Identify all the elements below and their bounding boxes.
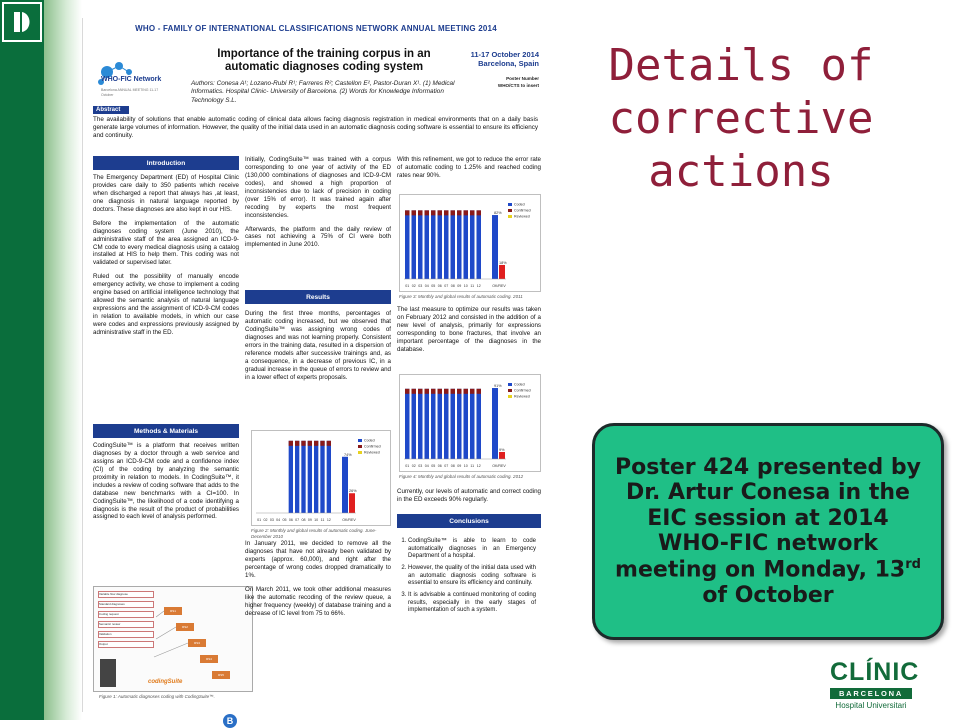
chart-tick-label: 08 [450, 464, 455, 468]
col2-after-para: In January 2011, we decided to remove all the diagnoses that have not already been validated by experts (approx. 60,000), and right after the percentage of wrong codes dropped dramatically to 1%. [245, 540, 391, 579]
chart-summary-tick: OK/REV [492, 284, 506, 288]
chart-tick-label: 10 [314, 518, 319, 522]
chart-bar-confirmed [425, 389, 430, 394]
chart-tick-label: 05 [431, 284, 436, 288]
chart-bar-confirmed [418, 389, 423, 394]
poster-info-callout [592, 423, 944, 640]
chart-bar-coded [431, 210, 436, 279]
methods-text: CodingSuite™ is a platform that receives written diagnoses by a doctor through a web service and assigns an ICD-9-CM code and a confidence index (CI) of the coding by analyzing the semantic proximity in relation to models. In CodingSuite™, it includes a review of coding software that adds to the database new benchmarks with a CI=100. In CodingSuite™, the likelihood of a code identifying a diagnosis is the result of the product of probabilities assigned to each level of analysis performed. [93, 442, 239, 521]
chart-tick-label: 04 [424, 464, 429, 468]
chart-bar-coded [308, 441, 312, 513]
chart-bar-confirmed [405, 389, 410, 394]
poster-title: Importance of the training corpus in an automatic diagnoses coding system [217, 48, 431, 73]
chart-bar-coded [405, 389, 410, 459]
chart-bar-confirmed [412, 389, 417, 394]
chart-tick-label: 02 [411, 464, 416, 468]
chart-tick-label: 01 [257, 518, 262, 522]
chart-tick-label: 12 [476, 284, 481, 288]
chart-bar-coded [438, 210, 443, 279]
flow-brand: codingSuite [148, 679, 183, 685]
chart-bar-coded [438, 389, 443, 459]
chart-tick-label: 10 [463, 464, 468, 468]
chart-bar-coded [444, 210, 449, 279]
figure2-caption: Figure 2: Monthly and global results of automatic coding. June-December 2010 [251, 528, 377, 539]
chart-tick-label: 07 [444, 284, 449, 288]
chart-bar-coded [418, 210, 423, 279]
callout-text-main: Poster 424 presented by Dr. Artur Conesa in the EIC session at 2014 WHO-FIC network meeting on Monday, 13 [615, 454, 921, 583]
chart-legend-label: Reviewed [364, 450, 380, 455]
chart-bar-coded [327, 441, 331, 513]
chart-bar-coded [477, 210, 482, 279]
chart-tick-label: 02 [263, 518, 268, 522]
chart-legend-label: Coded [514, 382, 525, 387]
heading-line: Details of [608, 40, 874, 91]
figure3-caption: Figure 3: Monthly and global results of automatic coding. 2011 [399, 294, 523, 299]
chart-tick-label: 09 [307, 518, 312, 522]
chart-tick-label: 09 [457, 284, 462, 288]
conclusion-item: 2. However, the quality of the initial data used with an automatic diagnosis coding software is essential to ensure its efficiency and continuity. [408, 565, 536, 588]
chart-bar-confirmed [314, 441, 318, 446]
chart-tick-label: 04 [276, 518, 281, 522]
chart-tick-label: 08 [301, 518, 306, 522]
heading-line: actions [648, 145, 834, 197]
chart-bar-confirmed [451, 389, 456, 394]
poster-authors: Authors: Conesa A¹; Lozano-Rubí R¹; Farreres R²; Castellon E², Pastor-Duran X¹. (1) Medical Informatics. Hospital Clinic- University of Barcelona. (2) Words for Knowledge Information Technology S.L. [191, 80, 455, 104]
intro-para: Before the implementation of the automatic diagnoses coding system (June 2010), the administrative staff of the area assigned an ICD-9-CM code to every medical diagnosis using a catalog installed at HIS to help them. This coding was not validated or supervised later. [93, 219, 239, 267]
poster-banner: WHO - FAMILY OF INTERNATIONAL CLASSIFICATIONS NETWORK ANNUAL MEETING 2014 [135, 24, 497, 33]
chart-tick-label: 03 [418, 284, 423, 288]
results-heading: Results [245, 290, 391, 304]
chart-bar-confirmed [327, 441, 331, 446]
flow-arrows [94, 587, 254, 693]
figure4-chart [399, 374, 541, 472]
chart-summary-rev-label: 18% [499, 260, 507, 265]
chart-legend-label: Confirmed [364, 444, 381, 449]
chart-tick-label: 03 [269, 518, 274, 522]
chart-bar-confirmed [438, 389, 443, 394]
chart-summary-ok-label: 91% [494, 384, 502, 389]
flow-item: Variable flow diagnose [98, 591, 154, 598]
current-levels-text: Currently, our levels of automatic and correct coding in the ED exceeds 90% regularly. [397, 488, 541, 503]
flow-step: RS3 [188, 639, 206, 647]
chart-bar-confirmed [444, 210, 449, 215]
chart-legend-label: Confirmed [514, 208, 531, 213]
chart-bar-coded [314, 441, 318, 513]
slide-heading [596, 40, 886, 198]
chart-tick-label: 06 [288, 518, 293, 522]
chart-legend-swatch [358, 445, 362, 448]
chart-summary-ok-label: 74% [344, 452, 352, 457]
clinic-logo-name: CLÍNIC [830, 658, 920, 686]
chart-bar-coded [418, 389, 423, 459]
conclusion-item: 1. CodingSuite™ is able to learn to code automatically diagnoses in an Emergency Department of a hospital. [408, 538, 536, 561]
poster-number [463, 76, 539, 90]
server-icon [100, 659, 116, 687]
chart-bar-coded [464, 389, 469, 459]
methods-heading: Methods & Materials [93, 424, 239, 438]
chart-bar-confirmed [431, 389, 436, 394]
flow-step: RS1 [164, 607, 182, 615]
chart-bar-confirmed [444, 389, 449, 394]
chart-summary-rev-label: 26% [349, 489, 357, 494]
chart-bar-confirmed [289, 441, 293, 446]
results-text: During the first three months, percentages of automatic coding increased, but we observed that CodingSuite™ was assigning wrong codes of diagnoses and was not learning properly. Consistent errors in the training data, resulted in a dispersion of reference models after successive trainings and, as a consequence, in a decrease of previous IC, in a gradual increase in the queue of errors to review and in a lower effect of experts proposals. [245, 310, 391, 381]
clinic-barcelona-logo [830, 658, 920, 710]
chart-summary-rev [349, 493, 355, 513]
callout-text [608, 455, 928, 608]
chart-bar-coded [405, 210, 410, 279]
chart-bar-confirmed [320, 441, 324, 446]
chart-legend-label: Coded [514, 202, 525, 207]
chart-summary-ok [492, 215, 498, 279]
chart-legend-swatch [508, 389, 512, 392]
chart-tick-label: 11 [470, 464, 475, 468]
chart-legend-label: Confirmed [514, 388, 531, 393]
flow-item: Coding request [98, 611, 154, 618]
col2-para: Afterwards, the platform and the daily review of cases not achieving a 75% of CI were both implemented in June 2010. [245, 225, 391, 249]
chart-bar-coded [289, 441, 293, 513]
chart-summary-ok [492, 388, 498, 459]
flow-item: Standard diagnoses [98, 601, 154, 608]
chart-tick-label: 11 [470, 284, 475, 288]
conclusion-item: 3. It is advisable a continued monitoring of coding results, especially in the early stages of implementation of such a system. [408, 592, 536, 615]
chart-legend-swatch [508, 395, 512, 398]
chart-legend-swatch [358, 451, 362, 454]
bar-chart-svg [400, 375, 540, 471]
chart-bar-coded [301, 441, 305, 513]
chart-bar-confirmed [457, 389, 462, 394]
chart-summary-tick: OK/REV [492, 464, 506, 468]
heading-line: corrective [608, 92, 874, 144]
chart-tick-label: 03 [418, 464, 423, 468]
poster-date: 11-17 October 2014 Barcelona, Spain [470, 50, 539, 69]
chart-bar-confirmed [477, 389, 482, 394]
chart-bar-coded [412, 210, 417, 279]
chart-tick-label: 11 [320, 518, 325, 522]
chart-bar-confirmed [308, 441, 312, 446]
last-measure-text: The last measure to optimize our results was taken on February 2012 and consisted in the addition of a new level of analysis, primarily for expressions corresponding to bone fractures, that involve an important percentage of the diagnoses in the database. [397, 306, 541, 353]
poster-number-label: Poster Number [506, 76, 539, 81]
logo-network-text: WHO-FIC Network [101, 76, 162, 83]
bar-chart-svg [252, 431, 390, 525]
chart-tick-label: 08 [450, 284, 455, 288]
chart-bar-confirmed [425, 210, 430, 215]
figure2-chart [251, 430, 391, 526]
coding-flow-diagram [93, 586, 253, 692]
chart-legend-swatch [358, 439, 362, 442]
chart-bar-confirmed [470, 210, 475, 215]
chart-legend-swatch [508, 215, 512, 218]
chart-tick-label: 05 [431, 464, 436, 468]
abstract-label: Abstract [93, 106, 129, 114]
chart-bar-coded [477, 389, 482, 459]
chart-tick-label: 01 [405, 284, 410, 288]
chart-bar-coded [451, 389, 456, 459]
chart-bar-confirmed [451, 210, 456, 215]
chart-bar-confirmed [457, 210, 462, 215]
chart-bar-confirmed [295, 441, 299, 446]
clinic-logo-city: BARCELONA [830, 688, 912, 699]
refinement-text: With this refinement, we got to reduce the error rate of automatic coding to 1.25% and reached coding rates near 90%. [397, 156, 541, 179]
chart-legend-label: Reviewed [514, 214, 530, 219]
chart-legend-label: Coded [364, 438, 375, 443]
bar-chart-svg [400, 195, 540, 291]
flow-item: Semantic review [98, 621, 154, 628]
chart-bar-coded [451, 210, 456, 279]
intro-text [93, 174, 239, 343]
chart-legend-swatch [508, 209, 512, 212]
chart-summary-ok-label: 82% [494, 211, 502, 216]
flow-item: Output [98, 641, 154, 648]
clinic-corner-logo [2, 2, 42, 42]
flow-step: RS4 [200, 655, 218, 663]
chart-legend-swatch [508, 383, 512, 386]
chart-bar-coded [295, 441, 299, 513]
chart-bar-coded [457, 210, 462, 279]
chart-bar-coded [470, 210, 475, 279]
chart-tick-label: 09 [457, 464, 462, 468]
chart-bar-confirmed [464, 210, 469, 215]
callout-text-end: of October [702, 582, 834, 608]
col2-para: Initially, CodingSuite™ was trained with a corpus corresponding to one year of activity of the ED (130,000 combinations of diagnoses and ICD-9-CM codes), and showed a high proportion of inconsistencies due to lack of precision in coding (over 15% of error). It was trained again after recoding by experts the most frequent inconsistencies. [245, 156, 391, 219]
chart-summary-rev [499, 265, 505, 279]
chart-tick-label: 04 [424, 284, 429, 288]
chart-bar-coded [464, 210, 469, 279]
chart-bar-coded [457, 389, 462, 459]
chart-tick-label: 07 [295, 518, 300, 522]
chart-bar-coded [444, 389, 449, 459]
chart-bar-coded [425, 389, 430, 459]
poster-number-value: WHO/CTS to insert [497, 82, 539, 88]
chart-bar-confirmed [412, 210, 417, 215]
chart-bar-coded [470, 389, 475, 459]
conclusions-list [396, 538, 536, 619]
chart-bar-coded [431, 389, 436, 459]
chart-summary-rev [499, 452, 505, 459]
flow-step: RS5 [212, 671, 230, 679]
chart-bar-confirmed [477, 210, 482, 215]
conclusions-heading: Conclusions [397, 514, 541, 528]
chart-bar-coded [320, 441, 324, 513]
chart-tick-label: 01 [405, 464, 410, 468]
chart-bar-confirmed [431, 210, 436, 215]
chart-tick-label: 07 [444, 464, 449, 468]
left-gradient [44, 0, 82, 720]
chart-bar-confirmed [418, 210, 423, 215]
chart-summary-rev-label: 9% [499, 447, 505, 452]
intro-para: The Emergency Department (ED) of Hospital Clinic provides care daily to 350 patients which receive when discharged a report that always has ,at least, one diagnosis in natural language reported by doctors. These diagnoses are also kept in our HIS. [93, 174, 239, 213]
clinic-symbol-icon [8, 8, 36, 36]
callout-sup: rd [905, 556, 921, 572]
chart-bar-confirmed [470, 389, 475, 394]
chart-tick-label: 06 [437, 284, 442, 288]
chart-summary-tick: OK/REV [342, 518, 356, 522]
intro-para: Ruled out the possibility of manually encode emergency activity, we chose to implement a coding engine based on artificial intelligence technology that allowed the semantic analysis of natural language expressions and the assignment of ICD-9-CM codes in relation to available models, in which our case were codes and expressions previously assigned by administrative staff in the ED. [93, 273, 239, 336]
chart-tick-label: 12 [326, 518, 331, 522]
chart-tick-label: 05 [282, 518, 287, 522]
measures-text [245, 540, 391, 623]
figure4-caption: Figure 4: Monthly and global results of automatic coding. 2012 [399, 474, 524, 479]
bottom-badge-icon: B [223, 714, 237, 728]
chart-bar-confirmed [464, 389, 469, 394]
chart-tick-label: 10 [463, 284, 468, 288]
col2-after-para: On March 2011, we took other additional measures like the automatic recoding of the review queue, a higher frequency (weekly) of database training and a decrease of IC level from 75 to 66%. [245, 585, 391, 617]
chart-legend-swatch [508, 203, 512, 206]
figure1-caption: Figure 1: Automatic diagnoses coding with CodingSuite™. [99, 694, 215, 699]
chart-tick-label: 02 [411, 284, 416, 288]
chart-summary-ok [342, 457, 348, 513]
chart-bar-confirmed [301, 441, 305, 446]
intro-heading: Introduction [93, 156, 239, 170]
clinic-logo-sub: Hospital Universitari [835, 701, 907, 710]
chart-tick-label: 12 [476, 464, 481, 468]
abstract-text: The availability of solutions that enable automatic coding of clinical data allows facing diagnosis registration in medical environments that on a daily basis generate large volumes of information. However, the quality of the initial data used in an automatic diagnosis coding software is essential to ensure its efficiency and continuity. [93, 116, 538, 140]
flow-step: RS2 [176, 623, 194, 631]
left-green-bar [0, 0, 44, 720]
logo-sub-text: Barcelona ANNUAL MEETING 11-17 October [101, 88, 159, 97]
chart-bar-confirmed [438, 210, 443, 215]
chart-bar-confirmed [405, 210, 410, 215]
chart-tick-label: 06 [437, 464, 442, 468]
chart-legend-label: Reviewed [514, 394, 530, 399]
chart-bar-coded [425, 210, 430, 279]
chart-bar-coded [412, 389, 417, 459]
figure3-chart [399, 194, 541, 292]
training-text [245, 156, 391, 255]
flow-item: Validation [98, 631, 154, 638]
